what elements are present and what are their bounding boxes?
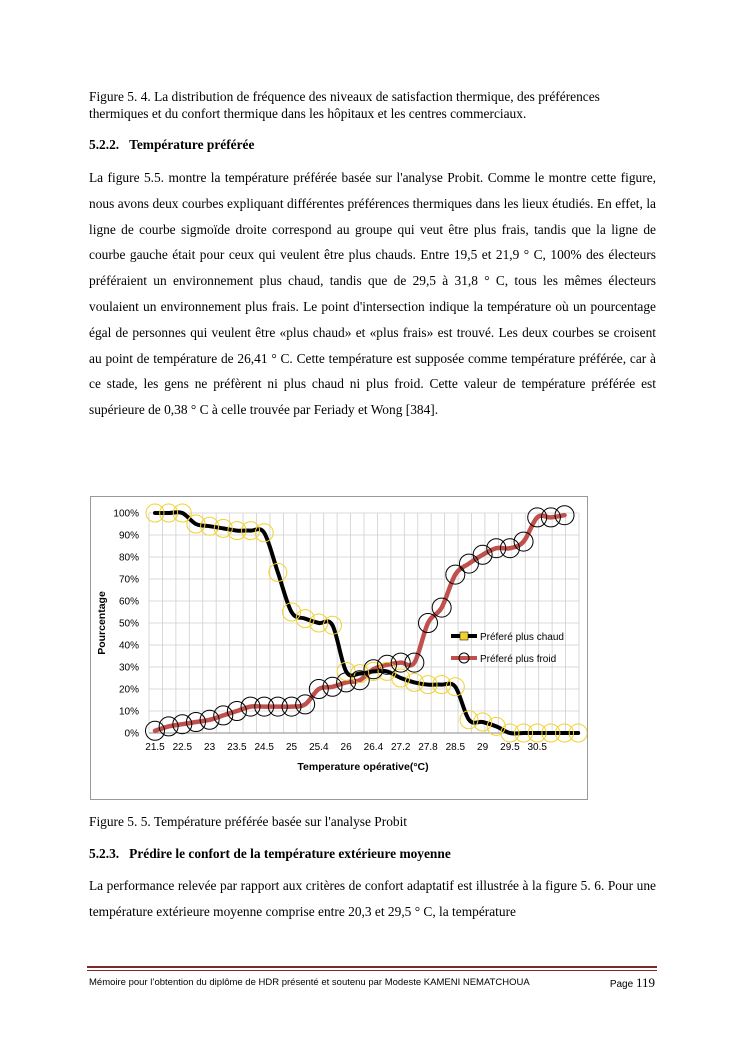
y-tick-label: 10% [118, 706, 139, 718]
paragraph-text: La figure 5.5. montre la température préférée basée sur l'analyse Probit. Comme le montre cette figure, nous avons deux courbes expliquant différentes préférences thermiques dans les lieux étudiés. En effet, la ligne de courbe sigmoïde droite correspond au groupe qui veut être plus frais, tandis que la ligne de courbe gauche était pour ceux qui veulent être plus chauds. Entre 19,5 et 21,9 ° C, 100% des électeurs préféraient un environnement plus chaud, tandis que de 29,5 à 31,8 ° C, tous les mêmes électeurs voulaient un environnement plus frais. Le point d'intersection indique la température où un pourcentage égal de personnes qui veulent être «plus chaud» et «plus frais» est trouvé. Les deux courbes se croisent au point de température de 26,41 ° C. Cette température est supposée comme température préférée, car à ce stade, les gens ne préfèrent ni plus chaud ni plus froid. Cette valeur de température préférée est supérieure de 0,38 ° C à celle trouvée par Feriady et Wong [384]. [89, 170, 656, 418]
x-tick-label: 26.4 [363, 742, 384, 753]
x-tick-label: 27.2 [390, 742, 411, 753]
x-tick-label: 28.5 [445, 742, 466, 753]
x-axis-label: Temperature opérative(°C) [297, 761, 429, 773]
x-tick-label: 24.5 [254, 742, 274, 753]
section-title: Température préférée [129, 137, 255, 152]
chart-svg [91, 497, 587, 799]
y-tick-label: 50% [118, 618, 139, 630]
x-tick-label: 27.8 [418, 742, 438, 753]
figure-5-4-caption: Figure 5. 4. La distribution de fréquence des niveaux de satisfaction thermique, des préférences thermiques et du confort thermique dans les hôpitaux et les centres commerciaux. [89, 89, 600, 121]
paragraph-text: La performance relevée par rapport aux critères de confort adaptatif est illustrée à la figure 5. 6. Pour une température extérieure moyenne comprise entre 20,3 et 29,5 ° C, la température [89, 878, 656, 919]
legend-label-chaud: Préferé plus chaud [480, 632, 564, 643]
figure-5-5-caption: Figure 5. 5. Température préférée basée sur l'analyse Probit [89, 814, 408, 829]
x-tick-label: 23 [204, 742, 216, 753]
y-tick-label: 70% [118, 574, 139, 586]
legend-marker-chaud [460, 632, 468, 640]
y-tick-label: 100% [113, 508, 139, 520]
section-title: Prédire le confort de la température extérieure moyenne [129, 846, 451, 861]
legend-label-froid: Préferé plus froid [480, 654, 557, 665]
y-tick-label: 80% [118, 552, 139, 564]
y-axis-ticks [113, 509, 139, 740]
y-tick-label: 30% [118, 662, 139, 674]
footer-rule [87, 966, 657, 968]
x-axis-ticks [145, 742, 547, 753]
section-heading-5-2-3 [89, 846, 451, 862]
footer-rule-thin [87, 970, 657, 971]
paragraph-outdoor-temperature [89, 873, 656, 925]
x-tick-label: 25.4 [309, 742, 329, 753]
paragraph-preferred-temperature [89, 165, 656, 423]
page-label: Page [609, 979, 634, 990]
probit-chart [90, 496, 588, 800]
page-footer [89, 977, 659, 988]
y-tick-label: 60% [118, 596, 139, 608]
x-tick-label: 23.5 [227, 742, 247, 753]
section-number: 5.2.2. [89, 137, 120, 152]
section-number: 5.2.3. [89, 846, 120, 861]
footer-text: Mémoire pour l’obtention du diplôme de HDR présenté et soutenu par Modeste KAMENI NEMATCHOUA [89, 977, 530, 988]
x-tick-label: 25 [285, 742, 298, 753]
x-tick-label: 30.5 [527, 742, 547, 753]
y-tick-label: 20% [118, 684, 139, 696]
page-number: 119 [635, 975, 655, 990]
y-axis-label: Pourcentage [96, 591, 108, 655]
x-tick-label: 26 [340, 742, 352, 753]
y-tick-label: 40% [118, 640, 139, 652]
y-tick-label: 90% [118, 530, 139, 542]
x-tick-label: 22.5 [172, 742, 193, 753]
x-tick-label: 29 [477, 742, 489, 753]
x-tick-label: 29.5 [500, 742, 520, 753]
x-tick-label: 21.5 [145, 742, 165, 753]
section-heading-5-2-2 [89, 137, 254, 153]
y-tick-label: 0% [124, 728, 139, 740]
page-number-block [610, 975, 655, 991]
